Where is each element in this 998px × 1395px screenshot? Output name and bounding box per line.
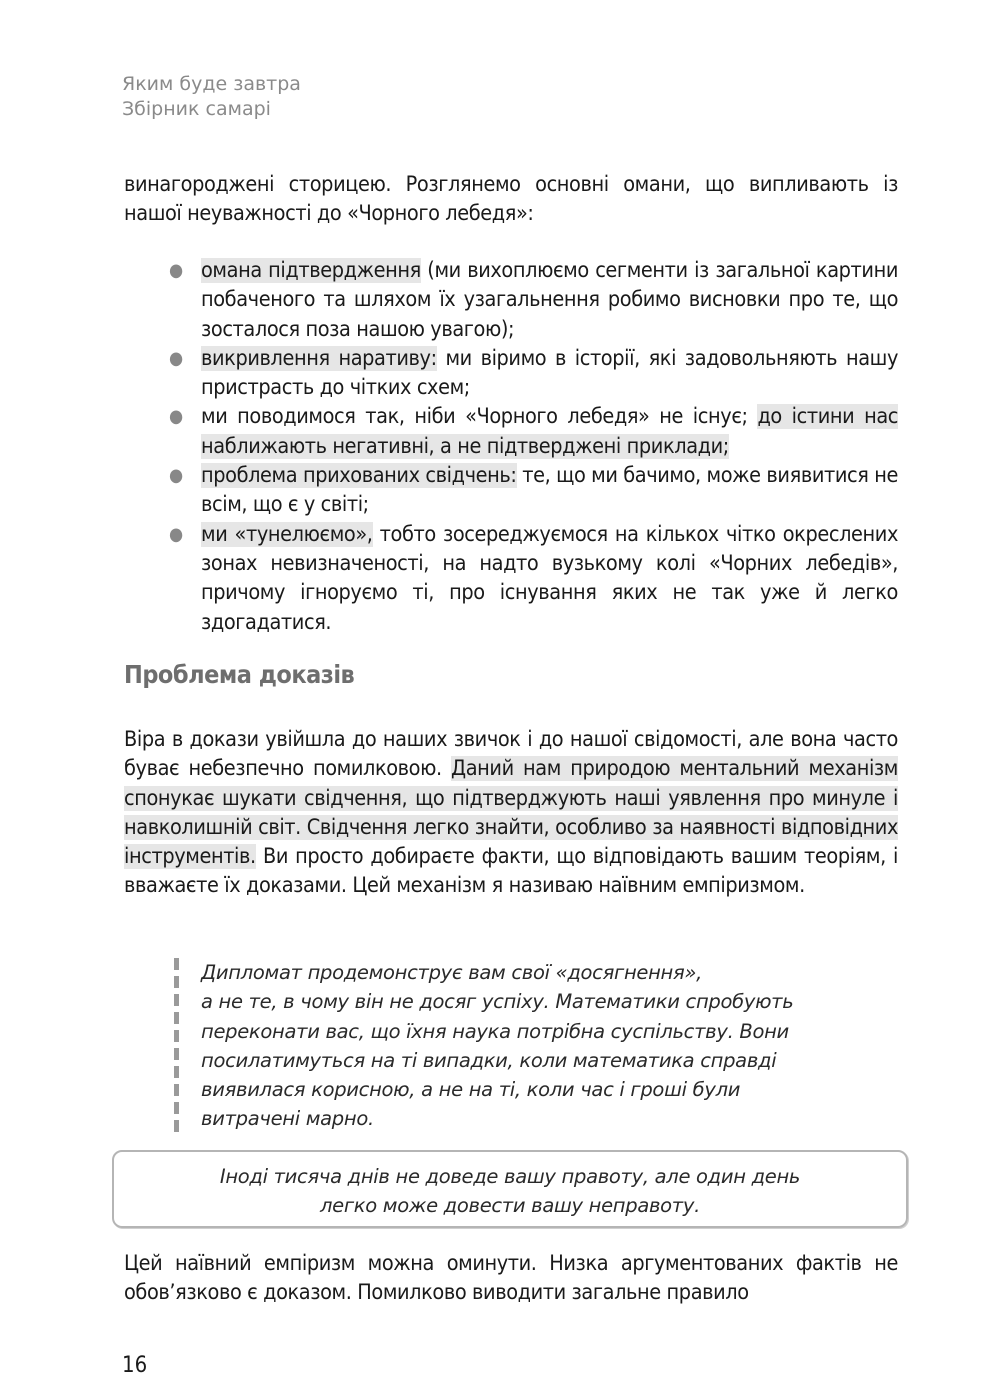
list-item xyxy=(124,402,898,461)
closing-paragraph: Цей наївний емпіризм можна оминути. Низка аргументованих фактів не обов’язково є доказом. Помилково виводити загальне правило xyxy=(124,1251,898,1306)
callout-box xyxy=(112,1150,908,1228)
highlighted-term: до істини нас наближають негативні, а не підтверджені приклади; xyxy=(201,404,899,459)
item-text: (ми вихоплюємо сегменти із загальної картини побаченого та шляхом їх узагальнення робимо висновки про те, що зосталося поза нашою увагою); xyxy=(201,258,899,342)
quote-line: виявилася корисною, а не на ті, коли час і гроші були xyxy=(201,1078,741,1102)
quote-line: а не те, в чому він не досяг успіху. Математики спробують xyxy=(201,990,794,1014)
highlighted-term: омана підтвердження xyxy=(201,258,421,283)
quote-bar xyxy=(174,958,179,1133)
highlighted-term: ми «тунелюємо», xyxy=(201,521,373,547)
bullet-icon: ● xyxy=(169,465,183,487)
book-subtitle: Збірник самарі xyxy=(122,98,271,120)
running-head xyxy=(122,72,301,122)
book-title: Яким буде завтра xyxy=(122,73,301,95)
evidence-paragraph xyxy=(124,725,898,901)
callout-line: Іноді тисяча днів не доведе вашу правоту, але один день xyxy=(219,1165,801,1188)
item-text: те, що ми бачимо, може виявитися не всім, що є у світі; xyxy=(201,463,899,518)
list-item xyxy=(124,520,898,637)
quote-line: витрачені марно. xyxy=(201,1107,374,1131)
highlighted-term: проблема прихованих свідчень: xyxy=(201,463,517,489)
page-number: 16 xyxy=(122,1353,148,1378)
list-item xyxy=(124,344,898,403)
item-text: тобто зосереджуємося на кількох чітко окреслених зонах невизначеності, на надто вузькому колі «Чорних лебедів», причому ігноруємо ті, про існування яких не так уже й легко здогадатися. xyxy=(201,521,899,635)
bullet-icon: ● xyxy=(169,260,183,281)
quote-line: переконати вас, що їхня наука потрібна суспільству. Вони xyxy=(201,1019,789,1043)
quote-line: посилатимуться на ті випадки, коли математика справді xyxy=(201,1048,777,1072)
paragraph-text: Ви просто добираєте факти, що відповідають вашим теоріям, і вважаєте їх доказами. Цей механізм я називаю наївним емпіризмом. xyxy=(124,844,898,899)
bullet-icon: ● xyxy=(169,523,183,545)
item-text: ми віримо в історії, які задовольняють нашу пристрасть до чітких схем; xyxy=(201,345,898,401)
list-item xyxy=(124,256,898,344)
paragraph-text: Віра в докази увійшла до наших звичок і до нашої свідомості, але вона часто буває небезпечно помилковою. xyxy=(124,727,898,782)
list-item xyxy=(124,461,898,520)
item-text: ми поводимося так, ніби «Чорного лебедя» не існує; xyxy=(201,404,758,430)
quote-line: Дипломат продемонструє вам свої «досягнення», xyxy=(201,961,703,984)
highlighted-term: викривлення наративу: xyxy=(201,345,437,371)
bullet-icon: ● xyxy=(169,347,183,369)
highlighted-text: Даний нам природою ментальний механізм спонукає шукати свідчення, що підтверджують наші уявлення про минуле і навколишній світ. Свідчення легко знайти, особливо за наявності відповідних інструментів. xyxy=(124,756,899,870)
quote-text xyxy=(201,958,874,1134)
intro-paragraph: винагороджені сторицею. Розглянемо основні омани, що випливають із нашої неуважності до «Чорного лебедя»: xyxy=(124,172,898,227)
bullet-icon: ● xyxy=(169,406,183,428)
section-heading: Проблема доказів xyxy=(124,660,355,689)
blockquote xyxy=(174,958,874,1134)
callout-line: легко може довести вашу неправоту. xyxy=(319,1194,701,1217)
fallacies-list xyxy=(124,256,898,637)
